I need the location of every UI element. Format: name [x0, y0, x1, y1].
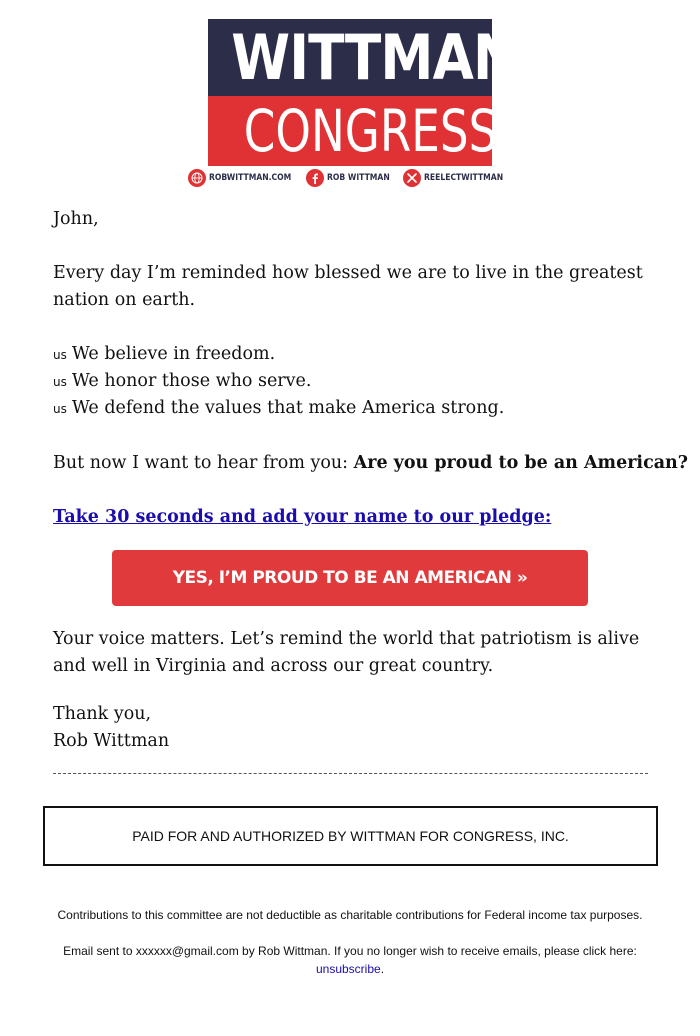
intro-paragraph: Every day I’m reminded how blessed we are to live in the greatest nation on earth.: [53, 263, 643, 310]
bullet-text: We honor those who serve.: [71, 371, 312, 391]
bullet-item: [53, 341, 275, 369]
unsubscribe-link[interactable]: unsubscribe: [315, 962, 381, 976]
paid-for-text: PAID FOR AND AUTHORIZED BY WITTMAN FOR CONGRESS, INC.: [132, 828, 569, 844]
paid-for-box: [43, 806, 658, 866]
question-lead: But now I want to hear from you:: [53, 453, 354, 473]
social-website-label: ROBWITTMAN.COM: [208, 173, 292, 183]
question-paragraph: [53, 450, 688, 477]
closing-paragraph: Your voice matters. Let’s remind the world that patriotism is alive and well in Virginia and across our great country.: [53, 629, 640, 676]
greeting: John,: [53, 209, 99, 229]
signature: Rob Wittman: [53, 731, 170, 751]
globe-icon: [188, 169, 206, 187]
social-facebook: [306, 169, 397, 187]
campaign-logo: [208, 19, 517, 187]
facebook-icon: [306, 169, 324, 187]
us-flag-icon: us: [53, 402, 67, 416]
bullet-item: [53, 395, 504, 423]
logo-bottom-text: CONGRESS: [243, 97, 498, 165]
dashed-divider: [53, 773, 648, 774]
social-facebook-label: ROB WITTMAN: [327, 173, 391, 183]
logo-top-text: WITTMAN: [231, 21, 517, 94]
social-x-label: REELECTWITTMAN: [424, 173, 504, 183]
email-sent-text: Email sent to xxxxxx@gmail.com by Rob Wittman. If you no longer wish to receive emails, please click here:: [63, 944, 637, 958]
logo-social-row: [208, 168, 504, 188]
sign-off: Thank you,: [53, 704, 152, 724]
us-flag-icon: us: [53, 348, 67, 362]
unsubscribe-period: .: [380, 962, 385, 976]
us-flag-icon: us: [53, 375, 67, 389]
proud-american-button[interactable]: YES, I’M PROUD TO BE AN AMERICAN »: [112, 550, 588, 606]
email-sent-notice: [30, 942, 670, 978]
tax-disclaimer: Contributions to this committee are not deductible as charitable contributions for Federal income tax purposes.: [57, 908, 643, 922]
bullet-text: We believe in freedom.: [71, 344, 276, 364]
logo-top-banner: [208, 19, 517, 96]
social-x: [403, 169, 512, 187]
logo-bottom-banner: [208, 96, 498, 166]
bullet-text: We defend the values that make America strong.: [71, 398, 505, 418]
pledge-link[interactable]: Take 30 seconds and add your name to our pledge:: [53, 507, 552, 527]
x-icon: [403, 169, 421, 187]
bullet-item: [53, 368, 311, 396]
social-website: [188, 169, 300, 187]
question-bold: Are you proud to be an American?: [353, 453, 689, 473]
